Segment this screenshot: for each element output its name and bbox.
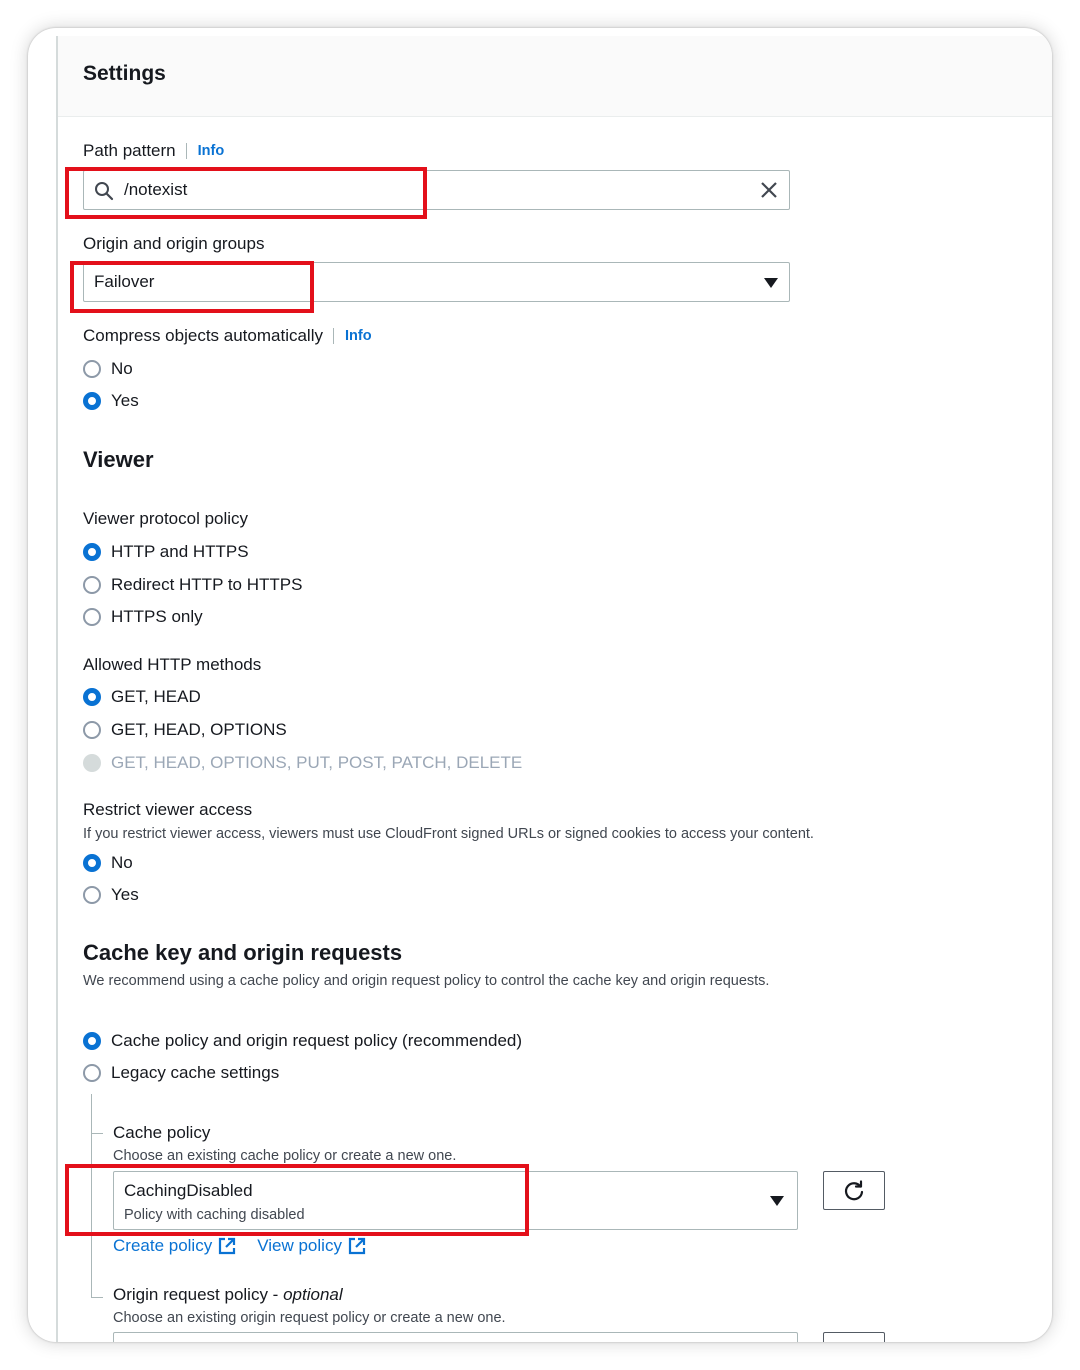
cache-option-legacy[interactable]: [83, 1063, 279, 1083]
restrict-option-label: No: [111, 853, 133, 872]
radio-button[interactable]: [83, 608, 101, 626]
origin-request-policy-description: Choose an existing origin request policy or create a new one.: [113, 1310, 506, 1326]
methods-option-label: GET, HEAD, OPTIONS: [111, 720, 287, 739]
protocol-option-http-https[interactable]: [83, 542, 249, 562]
cache-option-policy[interactable]: [83, 1031, 522, 1051]
cache-policy-selected-name: CachingDisabled: [124, 1181, 253, 1200]
compress-option-label: No: [111, 359, 133, 378]
compress-info-link[interactable]: Info: [333, 328, 372, 344]
panel-header: [58, 36, 1052, 117]
tree-connector-branch: [91, 1133, 103, 1134]
panel-left-border: [56, 36, 58, 1342]
origin-request-policy-label-text: Origin request policy -: [113, 1285, 284, 1304]
origin-request-refresh-button[interactable]: [823, 1332, 885, 1342]
restrict-viewer-description: If you restrict viewer access, viewers must use CloudFront signed URLs or signed cookies to access your content.: [83, 826, 814, 842]
close-icon[interactable]: [760, 181, 778, 199]
cache-policy-description: Choose an existing cache policy or create a new one.: [113, 1148, 457, 1164]
highlight-origin: [70, 261, 314, 313]
viewer-section-title: Viewer: [83, 447, 154, 472]
radio-button[interactable]: [83, 360, 101, 378]
compress-option-label: Yes: [111, 391, 139, 410]
radio-button[interactable]: [83, 721, 101, 739]
cache-section-description: We recommend using a cache policy and origin request policy to control the cache key and origin requests.: [83, 973, 770, 989]
compress-label-row: [83, 326, 372, 346]
protocol-option-redirect[interactable]: [83, 575, 302, 595]
methods-option-get-head[interactable]: [83, 687, 201, 707]
restrict-option-label: Yes: [111, 885, 139, 904]
path-pattern-label-row: [83, 141, 224, 161]
origin-selected-value: Failover: [94, 272, 155, 291]
cache-policy-links: [113, 1236, 366, 1256]
optional-tag: optional: [283, 1285, 343, 1304]
compress-label: Compress objects automatically: [83, 326, 323, 345]
viewer-protocol-label: Viewer protocol policy: [83, 509, 249, 528]
create-policy-link[interactable]: [113, 1236, 236, 1256]
radio-button-checked[interactable]: [83, 1032, 101, 1050]
external-link-icon: [348, 1237, 366, 1255]
highlight-cache-policy: [65, 1164, 529, 1236]
origin-label: Origin and origin groups: [83, 234, 265, 253]
origin-request-policy-select[interactable]: [113, 1332, 798, 1342]
view-policy-link-label[interactable]: View policy: [257, 1236, 342, 1255]
methods-option-all-disabled: [83, 753, 522, 773]
compress-option-no[interactable]: [83, 359, 133, 379]
caret-down-icon: [770, 1196, 784, 1206]
protocol-option-label: Redirect HTTP to HTTPS: [111, 575, 303, 594]
radio-button[interactable]: [83, 576, 101, 594]
radio-button-checked[interactable]: [83, 688, 101, 706]
restrict-option-yes[interactable]: [83, 885, 139, 905]
caret-down-icon: [764, 278, 778, 288]
external-link-icon: [218, 1237, 236, 1255]
methods-option-get-head-options[interactable]: [83, 720, 287, 740]
refresh-button[interactable]: [823, 1171, 885, 1210]
path-pattern-label: Path pattern: [83, 141, 176, 160]
cache-section-title: Cache key and origin requests: [83, 940, 403, 965]
panel-title: Settings: [83, 62, 166, 85]
radio-button[interactable]: [83, 886, 101, 904]
radio-button-checked[interactable]: [83, 543, 101, 561]
protocol-option-label: HTTPS only: [111, 607, 203, 626]
radio-button-checked[interactable]: [83, 392, 101, 410]
allowed-methods-label: Allowed HTTP methods: [83, 655, 262, 674]
path-pattern-info-link[interactable]: Info: [186, 143, 225, 159]
tree-connector-branch: [91, 1297, 103, 1298]
cache-option-label: Cache policy and origin request policy (recommended): [111, 1031, 523, 1050]
path-pattern-value[interactable]: /notexist: [124, 180, 188, 199]
methods-option-label-disabled: GET, HEAD, OPTIONS, PUT, POST, PATCH, DELETE: [111, 753, 523, 772]
radio-button-checked[interactable]: [83, 854, 101, 872]
cache-policy-label: Cache policy: [113, 1123, 211, 1142]
origin-request-policy-label: [113, 1285, 343, 1305]
highlight-path-pattern: [65, 167, 427, 219]
refresh-icon: [843, 1180, 865, 1202]
create-policy-link-label[interactable]: Create policy: [113, 1236, 213, 1255]
cache-policy-selected-description: Policy with caching disabled: [124, 1207, 305, 1223]
restrict-option-no[interactable]: [83, 853, 133, 873]
protocol-option-https-only[interactable]: [83, 607, 203, 627]
settings-window: [28, 28, 1052, 1342]
radio-button[interactable]: [83, 1064, 101, 1082]
restrict-viewer-label: Restrict viewer access: [83, 800, 253, 819]
radio-button-disabled: [83, 754, 101, 772]
view-policy-link[interactable]: [257, 1236, 366, 1256]
cache-option-label: Legacy cache settings: [111, 1063, 280, 1082]
protocol-option-label: HTTP and HTTPS: [111, 542, 249, 561]
methods-option-label: GET, HEAD: [111, 687, 201, 706]
compress-option-yes[interactable]: [83, 391, 139, 411]
